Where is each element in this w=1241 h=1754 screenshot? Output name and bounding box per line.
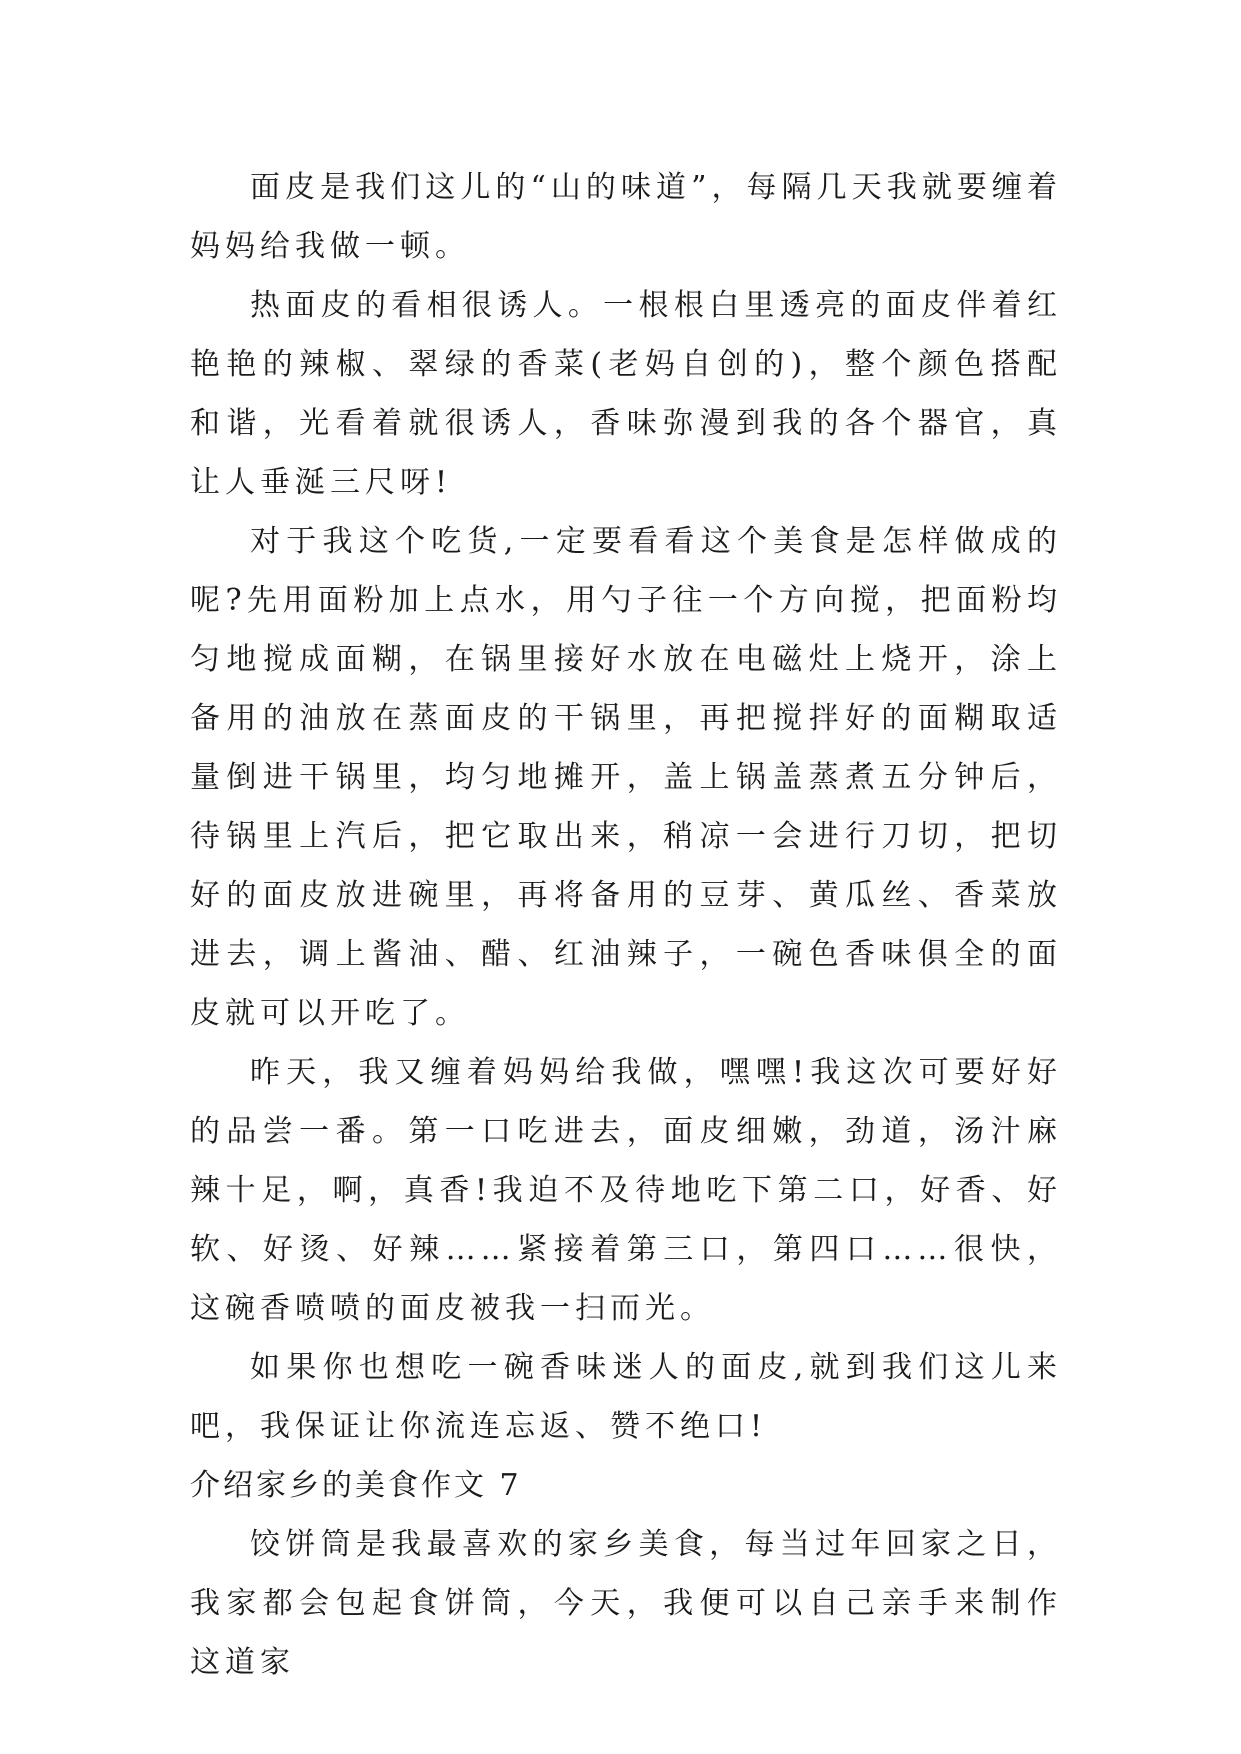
paragraph-tasting: 昨天，我又缠着妈妈给我做，嘿嘿!我这次可要好好的品尝一番。第一口吃进去，面皮细嫩，劲道，汤汁麻辣十足，啊，真香!我迫不及待地吃下第二口，好香、好软、好烫、好辣……紧接着第三口，第四口……很快，这碗香喷喷的面皮被我一扫而光。	[190, 1055, 1062, 1326]
paragraph-appearance: 热面皮的看相很诱人。一根根白里透亮的面皮伴着红艳艳的辣椒、翠绿的香菜(老妈自创的)，整个颜色搭配和谐，光看着就很诱人，香味弥漫到我的各个器官，真让人垂涎三尺呀!	[190, 288, 1062, 500]
section-title: 介绍家乡的美食作文 7	[190, 1468, 522, 1503]
document-body	[190, 158, 1062, 1692]
paragraph-invitation: 如果你也想吃一碗香味迷人的面皮,就到我们这儿来吧，我保证让你流连忘返、赞不绝口!	[190, 1350, 1062, 1444]
paragraph-jiaobingtong: 饺饼筒是我最喜欢的家乡美食，每当过年回家之日，我家都会包起食饼筒，今天，我便可以自己亲手来制作这道家	[190, 1527, 1062, 1680]
paragraph-recipe: 对于我这个吃货,一定要看看这个美食是怎样做成的呢?先用面粉加上点水，用勺子往一个方向搅，把面粉均匀地搅成面糊，在锅里接好水放在电磁灶上烧开，涂上备用的油放在蒸面皮的干锅里，再把搅拌好的面糊取适量倒进干锅里，均匀地摊开，盖上锅盖蒸煮五分钟后，待锅里上汽后，把它取出来，稍凉一会进行刀切，把切好的面皮放进碗里，再将备用的豆芽、黄瓜丝、香菜放进去，调上酱油、醋、红油辣子，一碗色香味俱全的面皮就可以开吃了。	[190, 524, 1062, 1031]
paragraph-mianpi-intro: 面皮是我们这儿的“山的味道”，每隔几天我就要缠着妈妈给我做一顿。	[190, 170, 1062, 264]
